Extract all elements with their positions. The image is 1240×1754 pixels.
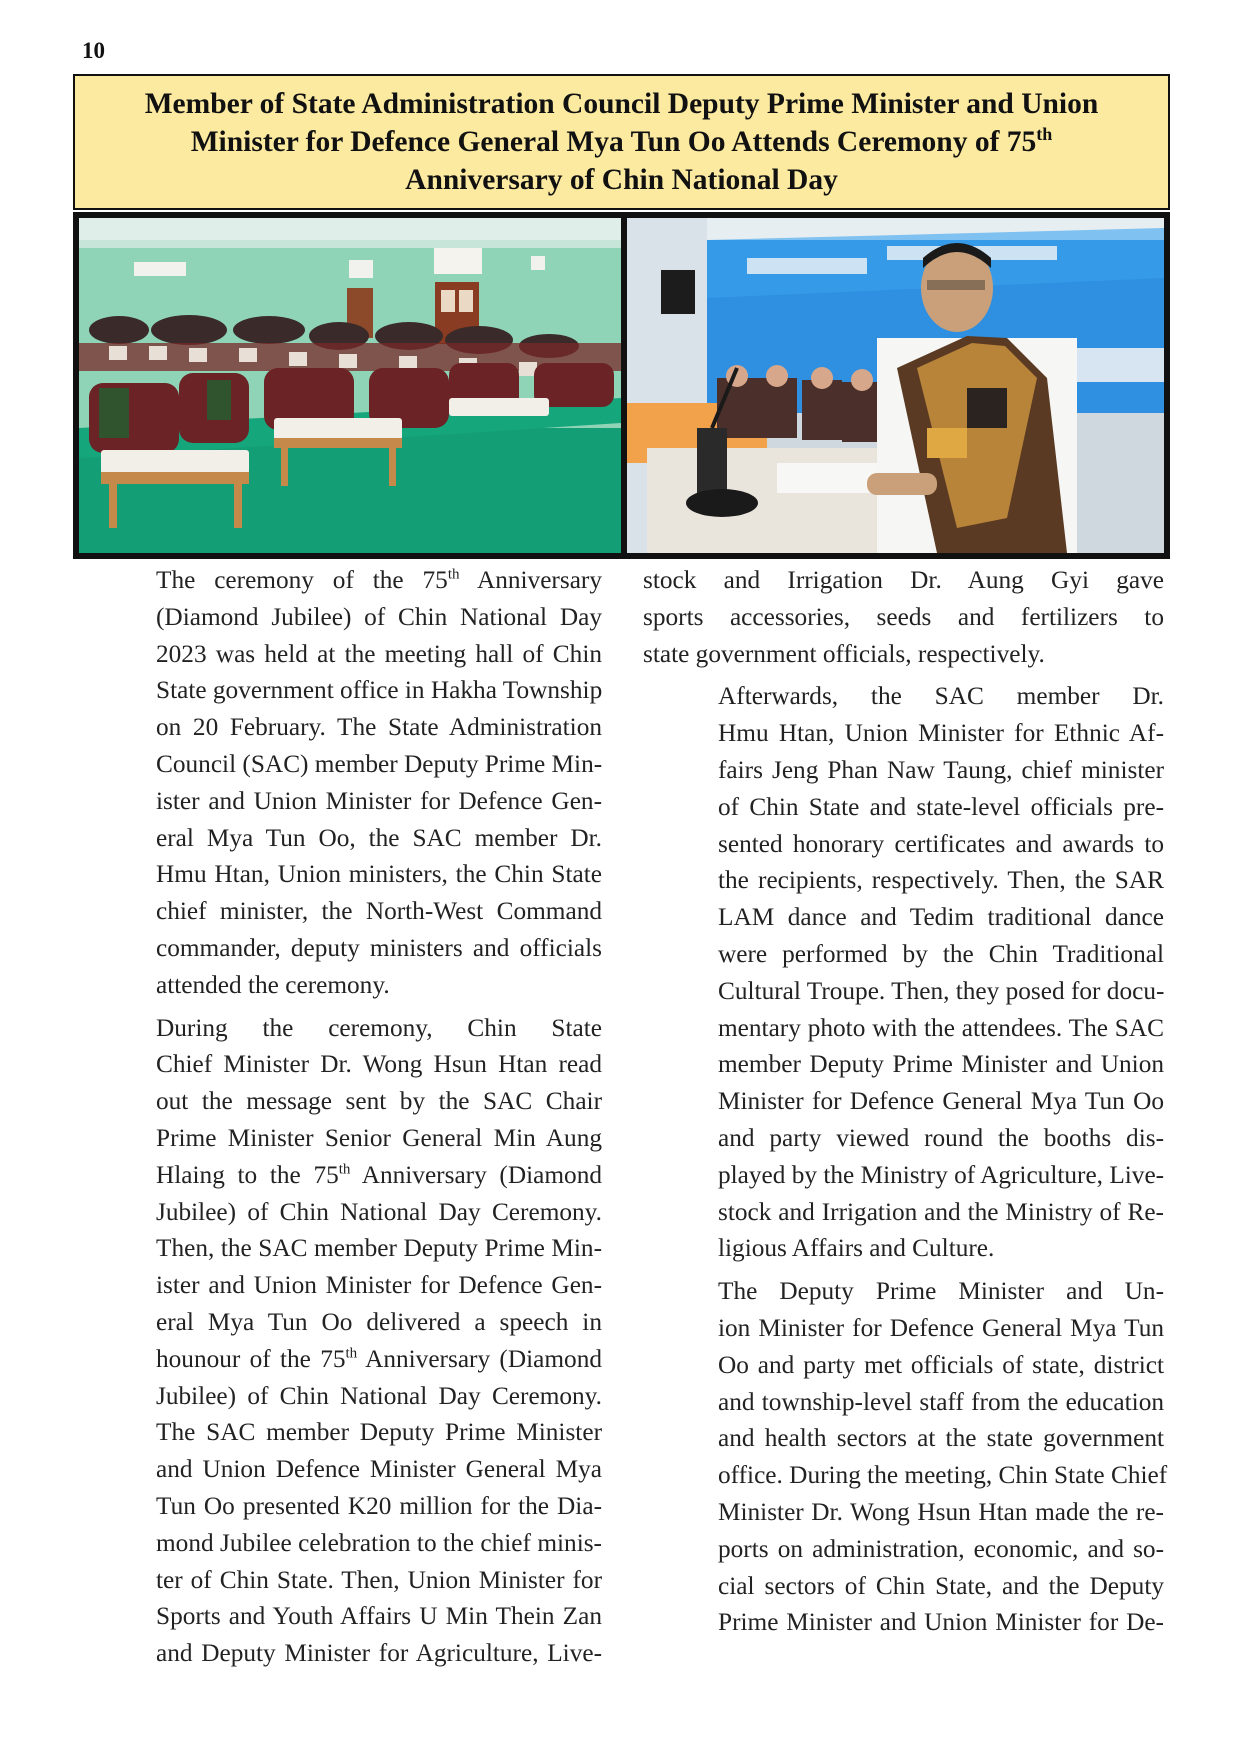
text-line: stock and Irrigation and the Ministry of Re- (718, 1197, 1164, 1226)
text-line: Oo and party met officials of state, district (718, 1350, 1164, 1379)
text-line: ligious Affairs and Culture. (718, 1234, 995, 1263)
text-line: Afterwards, the SAC member Dr. (718, 682, 1164, 711)
text-line: Hmu Htan, Union ministers, the Chin State (156, 860, 602, 889)
text-line: 2023 was held at the meeting hall of Chin (156, 639, 602, 668)
text-line: sports accessories, seeds and fertilizers to (643, 602, 1164, 631)
paragraph (643, 1273, 1168, 1641)
text-line: commander, deputy ministers and officials (156, 933, 602, 962)
text-line: The SAC member Deputy Prime Minister (156, 1418, 602, 1447)
text-line: eral Mya Tun Oo delivered a speech in (156, 1307, 602, 1336)
text-line: ister and Union Minister for Defence Gen- (156, 1271, 602, 1300)
text-line: fairs Jeng Phan Naw Taung, chief minister (718, 755, 1164, 784)
text-line: out the message sent by the SAC Chair (156, 1087, 602, 1116)
text-line: office. During the meeting, Chin State Chief (718, 1461, 1168, 1490)
text-line: were performed by the Chin Traditional (718, 939, 1164, 968)
text-line: played by the Ministry of Agriculture, Live- (718, 1160, 1165, 1189)
text-line: Chief Minister Dr. Wong Hsun Htan read (156, 1050, 602, 1079)
text-line: Cultural Troupe. Then, they posed for docu- (718, 976, 1165, 1005)
article-headline-box (73, 74, 1170, 210)
headline-line-2-text: Minister for Defence General Mya Tun Oo Attends Ceremony of 75 (190, 126, 1037, 158)
text-line: Tun Oo presented K20 million for the Dia- (156, 1491, 602, 1520)
text-line: cial sectors of Chin State, and the Deputy (718, 1571, 1164, 1600)
text-line: Minister for Defence General Mya Tun Oo (718, 1087, 1164, 1116)
text-line: Jubilee) of Chin National Day Ceremony. (156, 1197, 602, 1226)
headline-line-1: Member of State Administration Council Deputy Prime Minister and Union (144, 88, 1099, 120)
text-line: Prime Minister and Union Minister for De- (718, 1608, 1164, 1637)
headline-superscript: th (1036, 124, 1053, 145)
text-line: and Union Defence Minister General Mya (156, 1455, 602, 1484)
text-line: eral Mya Tun Oo, the SAC member Dr. (156, 823, 602, 852)
text-line: and Deputy Minister for Agriculture, Live- (156, 1639, 602, 1668)
text-line: Then, the SAC member Deputy Prime Min- (156, 1234, 602, 1263)
article-column-right (643, 562, 1168, 1647)
text-line: The ceremony of the 75th Anniversary (156, 566, 602, 594)
paragraph (643, 562, 1164, 672)
text-line: mond Jubilee celebration to the chief minis- (156, 1528, 602, 1557)
text-line: Jubilee) of Chin National Day Ceremony. (156, 1381, 602, 1410)
text-line: chief minister, the North-West Command (156, 897, 602, 926)
text-line: Sports and Youth Affairs U Min Thein Zan (156, 1602, 602, 1631)
photo-strip (73, 212, 1170, 559)
text-line: hounour of the 75th Anniversary (Diamond (156, 1344, 602, 1373)
text-line: ion Minister for Defence General Mya Tun (718, 1313, 1164, 1342)
text-line: During the ceremony, Chin State (156, 1013, 602, 1042)
page-number: 10 (82, 38, 105, 63)
paragraph (643, 678, 1164, 1267)
text-line: (Diamond Jubilee) of Chin National Day (156, 602, 602, 631)
text-line: ports on administration, economic, and so- (718, 1534, 1164, 1563)
text-line: The Deputy Prime Minister and Un- (718, 1277, 1164, 1306)
text-line: mentary photo with the attendees. The SAC (718, 1013, 1164, 1042)
speaker-photo (627, 218, 1164, 553)
text-line: state government officials, respectively. (643, 639, 1045, 668)
text-line: sented honorary certificates and awards to (718, 829, 1164, 858)
text-line: and health sectors at the state government (718, 1424, 1164, 1453)
audience-photo-image (79, 218, 621, 553)
text-line: and township-level staff from the education (718, 1387, 1164, 1416)
text-line: Council (SAC) member Deputy Prime Min- (156, 749, 603, 778)
text-line: of Chin State and state-level officials pre- (718, 792, 1164, 821)
text-line: stock and Irrigation Dr. Aung Gyi gave (643, 566, 1164, 594)
headline-line-3: Anniversary of Chin National Day (405, 164, 838, 196)
text-line: attended the ceremony. (156, 970, 390, 999)
paragraph (81, 1010, 602, 1672)
text-line: Hlaing to the 75th Anniversary (Diamond (156, 1160, 603, 1189)
text-line: and party viewed round the booths dis- (718, 1123, 1164, 1152)
text-line: LAM dance and Tedim traditional dance (718, 903, 1164, 932)
headline-line-2 (191, 123, 1053, 161)
audience-photo (79, 218, 621, 553)
text-line: Prime Minister Senior General Min Aung (156, 1123, 602, 1152)
text-line: Minister Dr. Wong Hsun Htan made the re- (718, 1497, 1164, 1526)
text-line: ter of Chin State. Then, Union Minister for (156, 1565, 602, 1594)
speaker-photo-image (627, 218, 1164, 553)
paragraph (81, 562, 602, 1004)
article-column-left (81, 562, 602, 1678)
text-line: on 20 February. The State Administration (156, 713, 602, 742)
text-line: ister and Union Minister for Defence Gen- (156, 786, 602, 815)
text-line: Hmu Htan, Union Minister for Ethnic Af- (718, 719, 1164, 748)
text-line: State government office in Hakha Township (156, 676, 603, 705)
text-line: the recipients, respectively. Then, the SAR (718, 866, 1164, 895)
text-line: member Deputy Prime Minister and Union (718, 1050, 1164, 1079)
